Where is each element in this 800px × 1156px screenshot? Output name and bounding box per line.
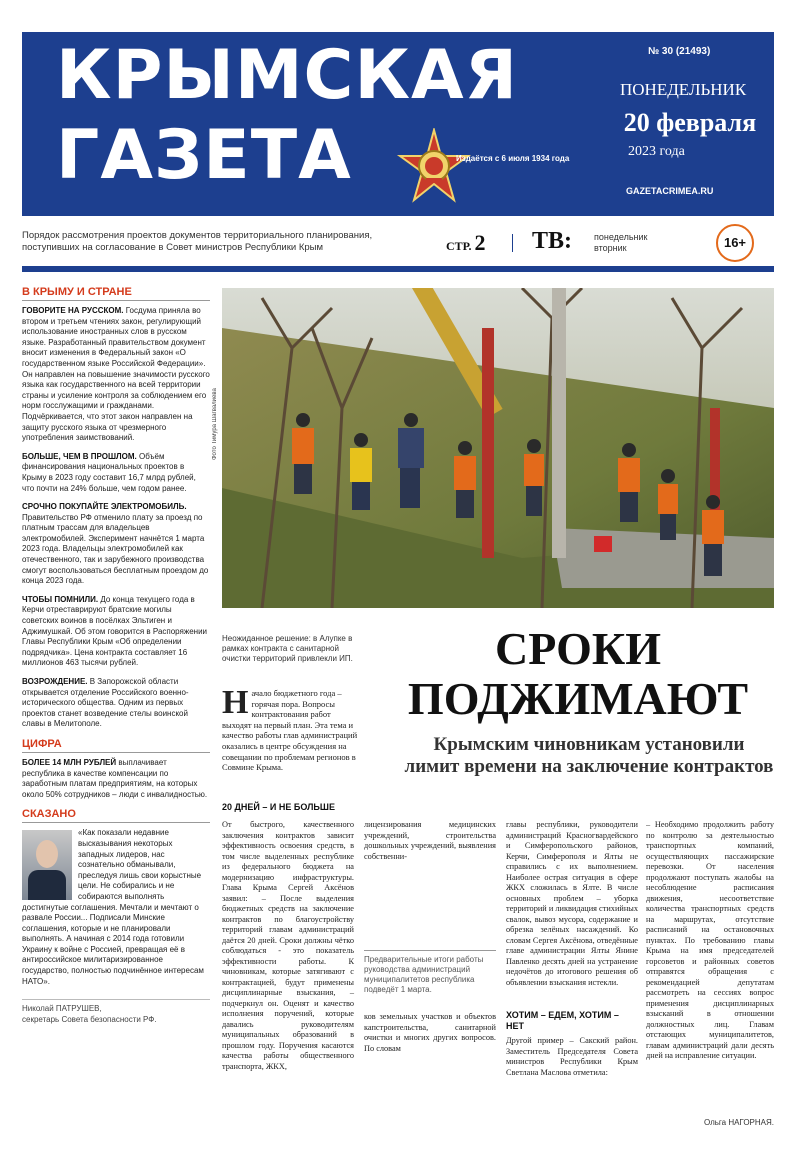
- newspaper-title-line1: КРЫМСКАЯ: [56, 36, 519, 115]
- drop-cap: Н: [222, 684, 249, 721]
- article-column-2a: лицензирования медицинских учреждений, строительства дошкольных учреждений, выявления собственни-: [364, 820, 496, 861]
- article-subheadline: Крымским чиновникам установили лимит времени на заключение контрактов: [404, 734, 774, 777]
- header-rule: [22, 266, 774, 272]
- teaser-text[interactable]: Порядок рассмотрения проектов документов территориального планирования, поступивших на согласование в Совет министров Республики Крым: [22, 230, 373, 253]
- figure-text: выплачивает республика в качестве компенсации по заработным платам предприятиям, на которых около 50% сотрудников – люди с инвалидностью.: [22, 757, 208, 799]
- photo-credit: Фото Тимура Шагвалиева: [212, 388, 218, 460]
- news-text: Объём финансирования национальных проектов в Крыму в 2023 году составит 16,7 млрд рублей, что почти на 24% больше, чем годом ранее.: [22, 451, 196, 493]
- news-text: Правительство РФ отменило плату за проезд по платным трассам для владельцев электромобилей. Эксперимент начнётся 1 марта 2023 года. Владельцы электромобилей как отечественного, так и зарубежного производства смогут воспользоваться бесплатным проездом до конца 2023 года.: [22, 512, 209, 586]
- article-author: Ольга НАГОРНАЯ.: [703, 1118, 774, 1127]
- photo-caption: Неожиданное решение: в Алупке в рамках контракта с санитарной очистки территорий привлекли ИП.: [222, 634, 353, 663]
- section-subheading-2: ХОТИМ – ЕДЕМ, ХОТИМ – НЕТ: [506, 1010, 619, 1031]
- tv-days: [594, 232, 648, 254]
- newspaper-title-line2: ГАЗЕТА: [56, 116, 352, 195]
- founded-note: Издаётся с 6 июля 1934 года: [456, 154, 570, 163]
- news-item: [22, 595, 210, 669]
- news-lead: ГОВОРИТЕ НА РУССКОМ.: [22, 306, 124, 315]
- issue-number: № 30 (21493): [648, 46, 711, 57]
- issue-date: 20 февраля: [623, 108, 757, 137]
- tv-day-2: вторник: [594, 243, 627, 253]
- issue-weekday: ПОНЕДЕЛЬНИК: [620, 80, 747, 99]
- signer-name: Николай ПАТРУШЕВ,: [22, 1004, 102, 1014]
- section-heading-figure: ЦИФРА: [22, 738, 210, 753]
- headline-line2: ПОДЖИМАЮТ: [407, 673, 749, 724]
- article-lead: [222, 684, 358, 773]
- figure-lead: БОЛЕЕ 14 МЛН РУБЛЕЙ: [22, 757, 117, 767]
- news-item: [22, 306, 210, 444]
- news-lead: БОЛЬШЕ, ЧЕМ В ПРОШЛОМ.: [22, 451, 137, 461]
- teaser-strip: [22, 224, 774, 264]
- article-headline[interactable]: [380, 624, 776, 724]
- lead-text: ачало бюджетного года – горячая пора. Вопросы контрактования работ выходят на первый план. Эта тема и качество работы глав администраций оказались в центре обсуждения на совещании по проблемам регионов в Совмине Крыма.: [222, 688, 358, 773]
- page-prefix: СТР.: [446, 239, 472, 253]
- quote-block: [22, 828, 210, 1025]
- issue-year: 2023 года: [628, 144, 685, 159]
- headline-line1: СРОКИ: [495, 623, 661, 674]
- pull-quote: Предварительные итоги работы руководства администраций муниципалитетов республика подведёт 1 марта.: [364, 950, 496, 995]
- article-column-3: главы республики, руководители администраций Красногвардейского и Симферопольского районов, Керчи, Симферополя и Ялты не справились с их выполнением. Наиболее острая ситуация в сфере ЖКХ сложилась в Ялте. В числе основных проблем – уборка территорий и ликвидация стихийных свалок, вывоз мусора, содержание и обрезка зелёных насаждений. Ко словам Сергея Аксёнова, отведённые главе администрации Ялты Янине Павленко десять дней на устранение недочётов до итогового решения об объявлении взыскания истекли.: [506, 820, 638, 987]
- news-item: [22, 452, 210, 494]
- article-column-4: – Необходимо продолжить работу по контролю за деятельностью транспортных компаний, осуществляющих пассажирские перевозки. От населения продолжают поступать жалобы на несоблюдение расписания движения, несоответствие количества транспортных средств на маршрутах, отсутствие расписаний на остановочных пунктах. По требованию главы Крыма на имя председателей горсоветов и районных советов отправятся обращения с рекомендацией депутатам рассмотреть на сессиях вопрос применения дисциплинарных взысканий в отношении должностных лиц. Главам отстающих муниципалитетов, главам администраций дали десять дней на исправление ситуации.: [646, 820, 774, 1060]
- order-star-emblem-icon: [396, 128, 472, 204]
- age-rating-badge: 16+: [716, 224, 754, 262]
- website-link[interactable]: GAZETACRIMEA.RU: [626, 186, 714, 196]
- quote-text: «Как показали недавние высказывания некоторых западных лидеров, нас сознательно обманывали, преследуя лишь свои корыстные цели. Не собирались и не собираются выполнять достигнутые соглашения. Мечтали и мечтают о развале России... Подписали Минские соглашения, которые и не планировали выполнять. А начиная с 2014 года готовили Украину к войне с Россией, превращая её в антироссийское милитаризированное государство, полностью подчинённое интересам НАТО».: [22, 828, 204, 986]
- news-lead: ЧТОБЫ ПОМНИЛИ.: [22, 594, 99, 604]
- news-text: В Запорожской области открывается отделение Российского военно-исторического общества. Одним из первых проектов станет возведение стелы воинской славы в Мелитополе.: [22, 677, 189, 729]
- strip-divider: [512, 234, 513, 252]
- news-item: [22, 502, 210, 587]
- section-heading-quote: СКАЗАНО: [22, 808, 210, 823]
- teaser-page-ref: [446, 230, 486, 256]
- workers-clearing-slope-photo: [222, 288, 774, 608]
- tv-day-1: понедельник: [594, 232, 648, 242]
- section-subheading-1: 20 ДНЕЙ – И НЕ БОЛЬШЕ: [222, 802, 335, 812]
- news-lead: СРОЧНО ПОКУПАЙТЕ ЭЛЕКТРОМОБИЛЬ.: [22, 502, 187, 512]
- tv-label[interactable]: ТВ:: [532, 228, 573, 254]
- news-item: [22, 677, 210, 730]
- section-heading-region: В КРЫМУ И СТРАНЕ: [22, 286, 210, 301]
- news-lead: ВОЗРОЖДЕНИЕ.: [22, 677, 88, 686]
- signer-role: секретарь Совета безопасности РФ.: [22, 1014, 157, 1024]
- news-text: Госдума приняла во втором и третьем чтениях закон, регулирующий использование иностранных слов в русском языке. Разработанный правительством документ вносит изменения в Федеральный закон «О государственном языке Российской Федерации». Он направлен на повышение значимости русского языка как государственного на всей территории страны и усиление контроля за соблюдением его норм госслужащими и гражданами. Подчёркивается, что этот закон направлен на защиту русского языка от чрезмерного употребления заимствований.: [22, 306, 210, 443]
- article-column-1: От быстрого, качественного заключения контрактов зависит эффективность освоения средств, в том числе выделенных республике из федерального бюджета на модернизацию инфраструктуры. Глава Крыма Сергей Аксёнов заявил: – После выделения бюджетных средств на заключение контрактов по благоустройству территорий главам администраций даётся 20 дней. Сроки должны чётко соблюдаться - это показатель эффективности работы. К чиновникам, которые затягивают с контрактацией, будут применены дисциплинарные взыскания, – подчеркнул он. Оценят и качество исполнения поручений, которые давались руководителям муниципальных образований в прошлом году. Поручения касаются качества работы общественного транспорта, ЖКХ,: [222, 820, 354, 1071]
- masthead: [22, 32, 774, 216]
- left-column: [22, 286, 210, 1025]
- article-column-2b: ков земельных участков и объектов капстроительства, санитарной очистки и многих других вопросов. По словам: [364, 1012, 496, 1053]
- figure-item: [22, 758, 210, 800]
- news-text: До конца текущего года в Керчи отреставрируют братские могилы советских воинов в посёлках Эльтиген и Аджимушкай. Об этом говорится в Распоряжении Главы Республики Крым «Об определении подрядчика». Цена контракта составляет 16 миллионов 463 тысячи рублей.: [22, 594, 208, 668]
- page-number: 2: [474, 230, 486, 255]
- quote-signer: [22, 999, 210, 1025]
- article-column-3b: Другой пример – Сакский район. Заместитель Председателя Совета министров Республики Крым Светлана Маслова отметила:: [506, 1036, 638, 1077]
- speaker-portrait: [22, 830, 72, 900]
